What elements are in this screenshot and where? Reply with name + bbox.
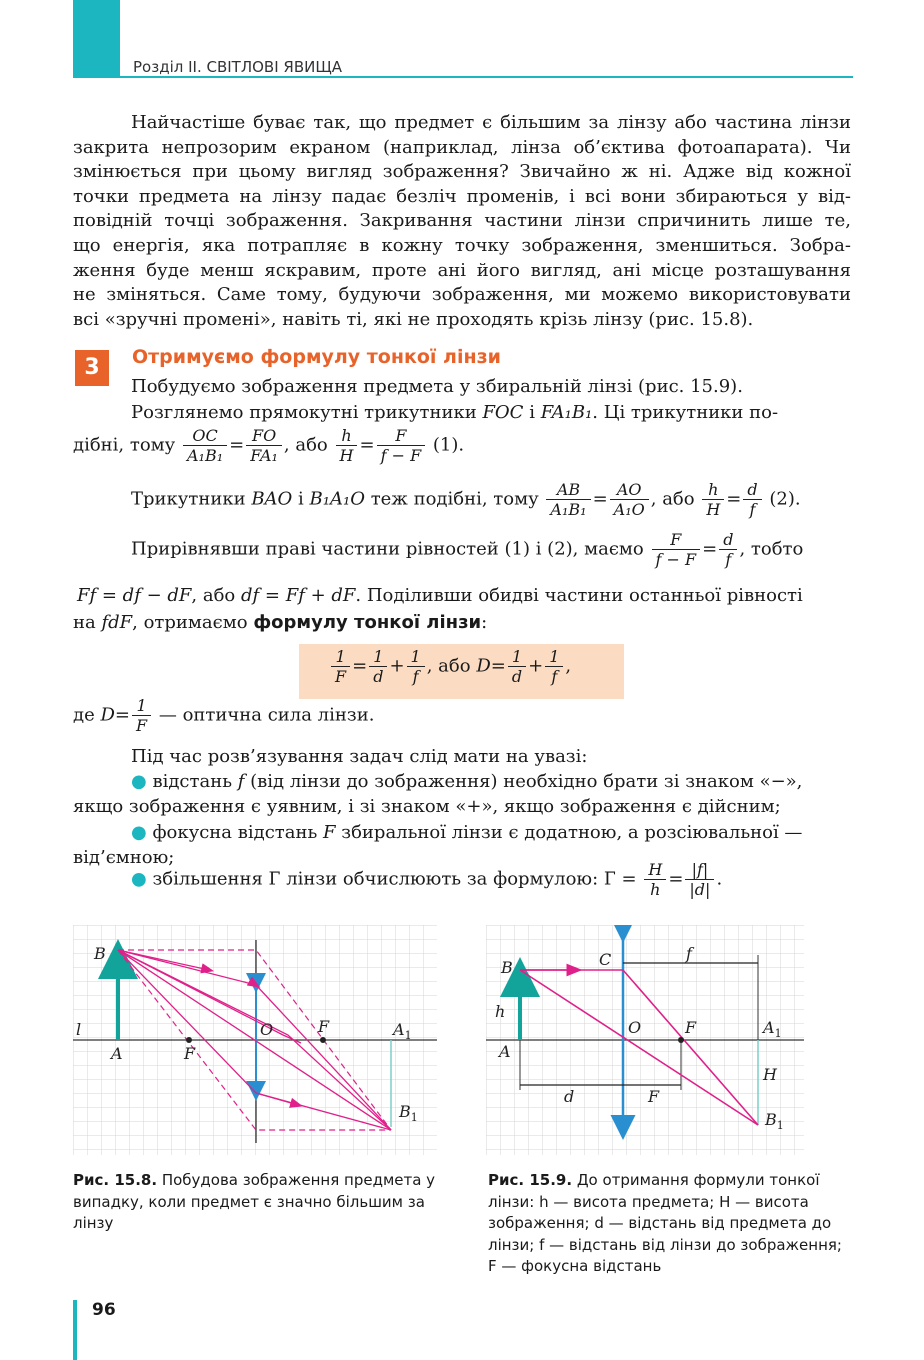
section-number-badge: 3 bbox=[75, 350, 109, 386]
denominator: f − F bbox=[380, 446, 422, 465]
text: відстань bbox=[152, 771, 232, 792]
text: , або bbox=[191, 585, 236, 606]
rule-1-cont: якщо зображення є уявним, і зі знаком «+», якщо зображення є дійсним; bbox=[73, 796, 781, 817]
text: збільшення Г лінзи обчислюють за формулою: bbox=[152, 868, 599, 890]
numerator: h bbox=[336, 426, 358, 446]
text: на bbox=[73, 612, 96, 633]
fraction bbox=[132, 696, 151, 735]
label-b: B bbox=[501, 958, 513, 977]
label-l: l bbox=[76, 1020, 82, 1039]
numerator: F bbox=[377, 426, 426, 446]
page-number: 96 bbox=[92, 1300, 116, 1320]
numerator: OC bbox=[183, 426, 227, 446]
text: теж подібні, тому bbox=[370, 488, 539, 510]
symbol: F bbox=[323, 822, 336, 843]
equation-number: (2). bbox=[769, 488, 801, 510]
numerator: F bbox=[652, 530, 701, 550]
intro-line: не зміняться. Саме тому, будуючи зображення, ми можемо використовувати bbox=[73, 284, 851, 306]
caption-label: Рис. 15.9. bbox=[488, 1171, 573, 1189]
triangle-fa1b1: FA₁B₁ bbox=[540, 402, 593, 423]
denominator: |d| bbox=[689, 880, 711, 899]
denominator: H bbox=[706, 500, 721, 519]
numerator: 1 bbox=[132, 696, 151, 716]
fraction bbox=[685, 860, 714, 899]
subscript: 1 bbox=[776, 1119, 784, 1132]
label-d: d bbox=[564, 1087, 575, 1106]
paragraph-construct: Побудуємо зображення предмета у збиральній лінзі (рис. 15.9). bbox=[131, 376, 743, 397]
label-a: A bbox=[111, 1044, 123, 1063]
text: . Поділивши обидві частини останньої рівності bbox=[355, 585, 803, 606]
optical-power-symbol: D bbox=[476, 655, 491, 677]
text: A bbox=[393, 1020, 405, 1039]
header-rule bbox=[73, 76, 853, 78]
numerator: 1 bbox=[407, 647, 425, 667]
caption-text: Побудова зображення предмета у випадку, коли предмет є значно більшим за лінзу bbox=[73, 1171, 436, 1232]
numerator: h bbox=[702, 480, 724, 500]
denominator: d bbox=[511, 667, 523, 686]
text: Розглянемо прямокутні трикутники bbox=[131, 402, 477, 423]
text: B bbox=[399, 1102, 411, 1121]
numerator: d bbox=[743, 480, 761, 500]
label-a: A bbox=[499, 1042, 511, 1061]
text: збиральної лінзи є додатною, а розсіювальної — bbox=[341, 822, 803, 843]
intro-line: Найчастіше буває так, що предмет є більшим за лінзу або частина лінзи bbox=[131, 112, 851, 133]
intro-line: що енергія, яка потрапляє в кожну точку зображення, зменшиться. Зобра- bbox=[73, 234, 851, 256]
symbol: D bbox=[100, 704, 115, 726]
fraction bbox=[652, 530, 701, 569]
bullet-icon: ● bbox=[131, 822, 147, 843]
numerator: 1 bbox=[508, 647, 526, 667]
label-h: h bbox=[495, 1002, 506, 1021]
equation: Ff = df − dF bbox=[77, 585, 192, 606]
denominator: h bbox=[650, 880, 661, 899]
caption-15-9 bbox=[488, 1170, 848, 1278]
triangle-b1a1o: B₁A₁O bbox=[309, 488, 365, 510]
text: Трикутники bbox=[131, 488, 246, 510]
equation-2-line: Трикутники BAO і B₁A₁O теж подібні, тому $\frac{AB}{\text{A₁B₁}}$ = $\frac{AO}{\text{A₁O}}$ , або $\frac{h}{H}$ = $\frac{d}{f}$ (2). bbox=[131, 480, 801, 519]
equation: df = Ff + dF bbox=[241, 585, 356, 606]
subscript: 1 bbox=[404, 1029, 412, 1042]
intro-line: всі «зручні промені», навіть ті, які не проходять крізь лінзу (рис. 15.8). bbox=[73, 308, 754, 330]
text: де bbox=[73, 704, 95, 726]
rules-intro: Під час розв’язування задач слід мати на увазі: bbox=[131, 746, 588, 767]
rule-2-cont: від’ємною; bbox=[73, 847, 175, 868]
text: : bbox=[481, 612, 488, 633]
denominator: A₁B₁ bbox=[187, 446, 224, 465]
text: A bbox=[763, 1018, 775, 1037]
text: , bbox=[565, 655, 572, 677]
denominator: f bbox=[551, 667, 558, 686]
caption-15-8 bbox=[73, 1170, 443, 1235]
focus-point bbox=[678, 1037, 684, 1043]
equation-3-line: Прирівнявши праві частини рівностей (1) і (2), маємо $\frac{F}{f - F}$ = $\frac{d}{f}$ , тобто bbox=[131, 530, 804, 569]
text: Прирівнявши праві частини рівностей (1) і (2), маємо bbox=[131, 538, 644, 560]
denominator: A₁O bbox=[613, 500, 645, 519]
subscript: 1 bbox=[774, 1027, 782, 1040]
caption-text: До отримання формули тонкої лінзи: h — висота предмета; H — висота зображення; d — відстань від предмета до лінзи; f — відстань від лінзи до зображення; F — фокусна відстань bbox=[488, 1171, 842, 1275]
label-f: F bbox=[685, 1018, 697, 1037]
label-f-right: F bbox=[318, 1017, 330, 1036]
subscript: 1 bbox=[410, 1111, 418, 1124]
fraction bbox=[644, 860, 666, 899]
text: і bbox=[529, 402, 535, 423]
figure-15-9 bbox=[486, 925, 804, 1155]
denominator: f bbox=[749, 500, 756, 519]
label-big-h: H bbox=[763, 1065, 777, 1084]
fraction bbox=[407, 647, 425, 686]
intro-paragraph bbox=[73, 111, 851, 332]
numerator: |f| bbox=[685, 860, 714, 880]
label-f-small: f bbox=[686, 944, 692, 963]
running-header: Розділ II. СВІТЛОВІ ЯВИЩА bbox=[133, 58, 342, 76]
intro-line: змінюється при цьому вигляд зображення? Звичайно ж ні. Адже від кожної bbox=[73, 161, 851, 183]
denominator: f bbox=[725, 550, 732, 569]
label-f-bottom: F bbox=[648, 1087, 660, 1106]
focus-point-left bbox=[186, 1037, 192, 1043]
denominator: A₁B₁ bbox=[550, 500, 587, 519]
numerator: AO bbox=[610, 480, 649, 500]
text: фокусна відстань bbox=[152, 822, 318, 843]
section-title: Отримуємо формулу тонкої лінзи bbox=[132, 346, 501, 368]
equation-1-line: дібні, тому $\frac{OC}{\text{A₁B₁}}$ = $\frac{FO}{\text{FA₁}}$ , або $\frac{h}{H}$ = $\frac{F}{f - F}$ (1). bbox=[73, 426, 465, 465]
fraction bbox=[377, 426, 426, 465]
focus-point-right bbox=[320, 1037, 326, 1043]
figure-15-8 bbox=[73, 925, 437, 1155]
magnification-symbol: Г = bbox=[603, 868, 637, 890]
fraction bbox=[331, 647, 350, 686]
numerator: 1 bbox=[545, 647, 563, 667]
optical-power-definition: де D= $\frac{1}{F}$ — оптична сила лінзи. bbox=[73, 696, 375, 735]
text: , або bbox=[283, 434, 328, 456]
text: дібні, тому bbox=[73, 434, 176, 456]
fraction bbox=[545, 647, 563, 686]
label-o: O bbox=[628, 1018, 642, 1037]
text: , або bbox=[426, 655, 471, 677]
equation-number: (1). bbox=[432, 434, 465, 456]
text: , отримаємо bbox=[132, 612, 248, 633]
denominator: FA₁ bbox=[250, 446, 278, 465]
paragraph-triangles bbox=[131, 402, 851, 423]
triangle-bao: BAO bbox=[251, 488, 293, 510]
numerator: 1 bbox=[331, 647, 350, 667]
text: , тобто bbox=[739, 538, 804, 560]
text: (від лінзи до зображення) необхідно брати зі знаком «−», bbox=[250, 771, 803, 792]
fraction bbox=[183, 426, 227, 465]
rule-2 bbox=[131, 822, 802, 843]
page-number-bar bbox=[73, 1300, 77, 1360]
numerator: d bbox=[719, 530, 737, 550]
line-ff bbox=[77, 585, 803, 606]
thin-lens-formula-box bbox=[299, 644, 624, 699]
denominator: f bbox=[412, 667, 419, 686]
line-na bbox=[73, 612, 487, 633]
label-b: B bbox=[94, 944, 106, 963]
chapter-tab bbox=[73, 0, 120, 76]
numerator: AB bbox=[546, 480, 590, 500]
denominator: d bbox=[373, 667, 384, 686]
rule-1 bbox=[131, 771, 851, 792]
term-thin-lens-formula: формулу тонкої лінзи bbox=[253, 612, 482, 633]
label-c: C bbox=[599, 950, 612, 969]
intro-line: закрита непрозорим екраном (наприклад, лінза об’єктива фотоапарата). Чи bbox=[73, 136, 851, 158]
text: , або bbox=[650, 488, 695, 510]
numerator: FO bbox=[246, 426, 282, 446]
fraction bbox=[743, 480, 761, 519]
intro-line: повідній точці зображення. Закривання частини лінзи спричинить лише те, bbox=[73, 210, 851, 232]
intro-line: точки предмета на лінзу падає безліч променів, і всі вони збираються у від- bbox=[73, 185, 851, 207]
fraction bbox=[610, 480, 649, 519]
caption-label: Рис. 15.8. bbox=[73, 1171, 158, 1189]
intro-line: ження буде менш яскравим, проте ані його вигляд, ані місце розташування bbox=[73, 259, 851, 281]
label-f-left: F bbox=[184, 1044, 196, 1063]
rule-3: ● збільшення Г лінзи обчислюють за формулою: Г = $\frac{H}{h}$ = $\frac{|f|}{|d|}$ . bbox=[131, 860, 723, 899]
bullet-icon: ● bbox=[131, 771, 147, 792]
text: B bbox=[765, 1110, 777, 1129]
fraction bbox=[246, 426, 282, 465]
text: . bbox=[716, 868, 723, 890]
expression: fdF bbox=[101, 612, 133, 633]
label-o: O bbox=[260, 1020, 274, 1039]
fraction bbox=[369, 647, 387, 686]
fraction bbox=[719, 530, 737, 569]
denominator: F bbox=[335, 667, 347, 686]
bullet-icon: ● bbox=[131, 868, 147, 890]
denominator: f − F bbox=[655, 550, 697, 569]
fraction bbox=[702, 480, 724, 519]
symbol: f bbox=[237, 771, 245, 792]
text: і bbox=[298, 488, 304, 510]
text: . Ці трикутники по- bbox=[592, 402, 779, 423]
fraction bbox=[546, 480, 590, 519]
triangle-foc: FOC bbox=[482, 402, 524, 423]
fraction bbox=[508, 647, 526, 686]
text: — оптична сила лінзи. bbox=[158, 704, 375, 726]
thin-lens-formula: $\frac{1}{F}$ = $\frac{1}{d}$ + $\frac{1}{f}$ , або D= $\frac{1}{d}$ + $\frac{1}{f}$ , bbox=[329, 647, 571, 686]
numerator: 1 bbox=[369, 647, 387, 667]
denominator: H bbox=[339, 446, 354, 465]
fraction bbox=[336, 426, 358, 465]
denominator: F bbox=[136, 716, 148, 735]
numerator: H bbox=[644, 860, 666, 880]
